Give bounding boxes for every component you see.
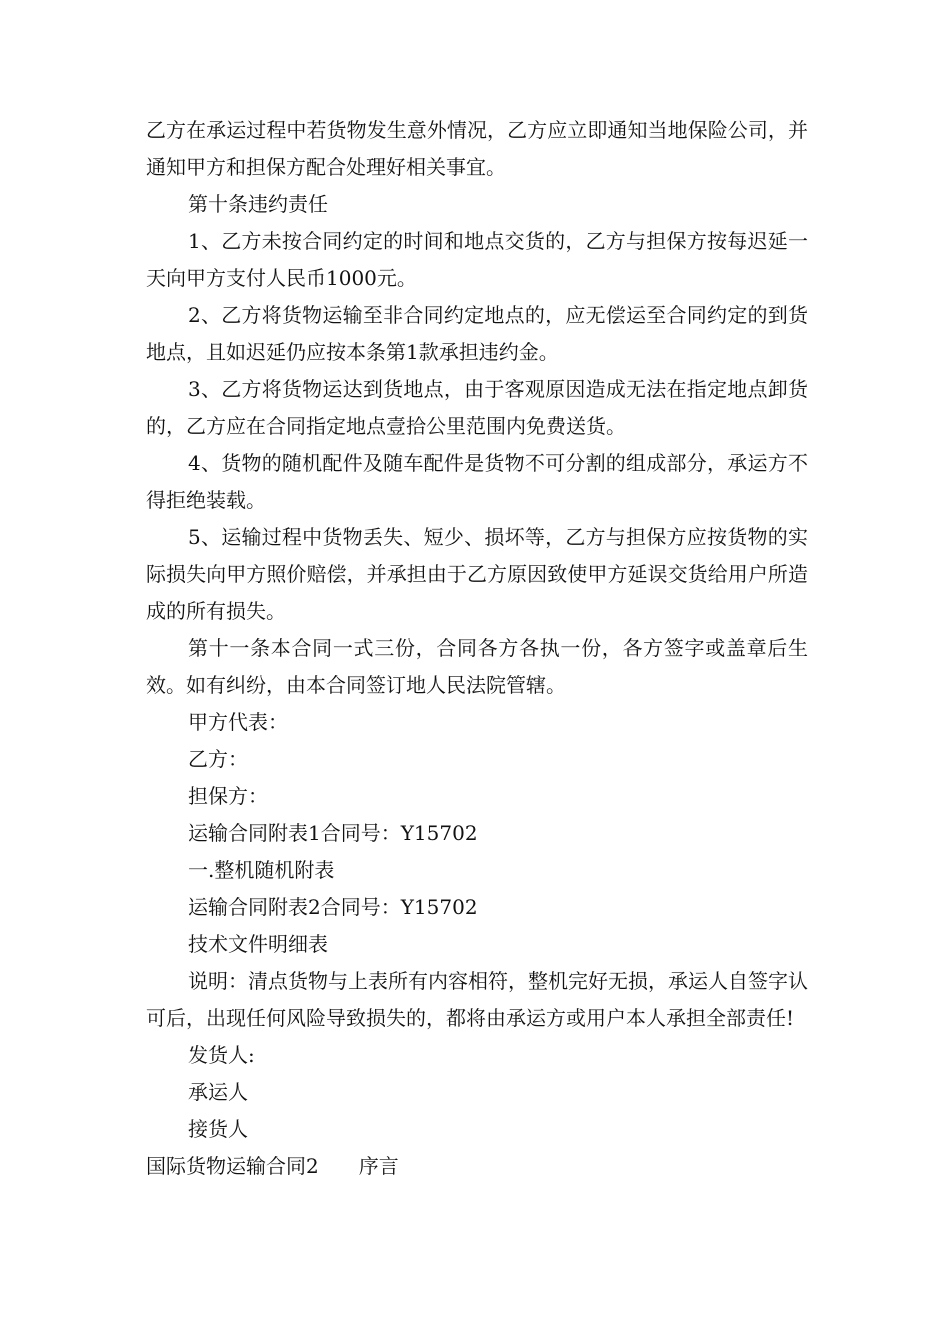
carrier-label: 承运人 bbox=[188, 1080, 248, 1104]
appendix-2-title: 技术文件明细表 bbox=[188, 932, 328, 956]
next-contract-heading bbox=[146, 1148, 808, 1185]
appendix-1-heading: 运输合同附表1合同号：Y15702 bbox=[188, 821, 478, 845]
next-contract-title: 国际货物运输合同2 bbox=[146, 1154, 319, 1178]
appendix-2-heading: 运输合同附表2合同号：Y15702 bbox=[188, 895, 478, 919]
signature-guarantor: 担保方： bbox=[188, 784, 268, 808]
shipper-label: 发货人: bbox=[188, 1043, 255, 1067]
article-10-clause-2: 2、乙方将货物运输至非合同约定地点的，应无偿运至合同约定的到货地点，且如迟延仍应按本条第1款承担违约金。 bbox=[146, 303, 808, 364]
consignee-label: 接货人 bbox=[188, 1117, 248, 1141]
article-10-heading: 第十条违约责任 bbox=[188, 192, 328, 216]
next-contract-section: 序言 bbox=[358, 1154, 399, 1178]
article-10-clause-3: 3、乙方将货物运达到货地点，由于客观原因造成无法在指定地点卸货的，乙方应在合同指定地点壹拾公里范围内免费送货。 bbox=[146, 377, 808, 438]
article-10-clause-1: 1、乙方未按合同约定的时间和地点交货的，乙方与担保方按每迟延一天向甲方支付人民币1000元。 bbox=[146, 229, 808, 290]
document-page bbox=[146, 112, 808, 1185]
signature-party-b: 乙方： bbox=[188, 747, 248, 771]
appendix-note: 说明：清点货物与上表所有内容相符，整机完好无损，承运人自签字认可后，出现任何风险导致损失的，都将由承运方或用户本人承担全部责任! bbox=[146, 969, 808, 1030]
signature-party-a: 甲方代表： bbox=[188, 710, 288, 734]
article-10-clause-4: 4、货物的随机配件及随车配件是货物不可分割的组成部分，承运方不得拒绝装载。 bbox=[146, 451, 808, 512]
paragraph-insurance-notice: 乙方在承运过程中若货物发生意外情况，乙方应立即通知当地保险公司，并通知甲方和担保方配合处理好相关事宜。 bbox=[146, 118, 808, 179]
article-10-clause-5: 5、运输过程中货物丢失、短少、损坏等，乙方与担保方应按货物的实际损失向甲方照价赔偿，并承担由于乙方原因致使甲方延误交货给用户所造成的所有损失。 bbox=[146, 525, 808, 623]
appendix-1-title: 一.整机随机附表 bbox=[188, 858, 335, 882]
article-11: 第十一条本合同一式三份，合同各方各执一份，各方签字或盖章后生效。如有纠纷，由本合同签订地人民法院管辖。 bbox=[146, 636, 808, 697]
